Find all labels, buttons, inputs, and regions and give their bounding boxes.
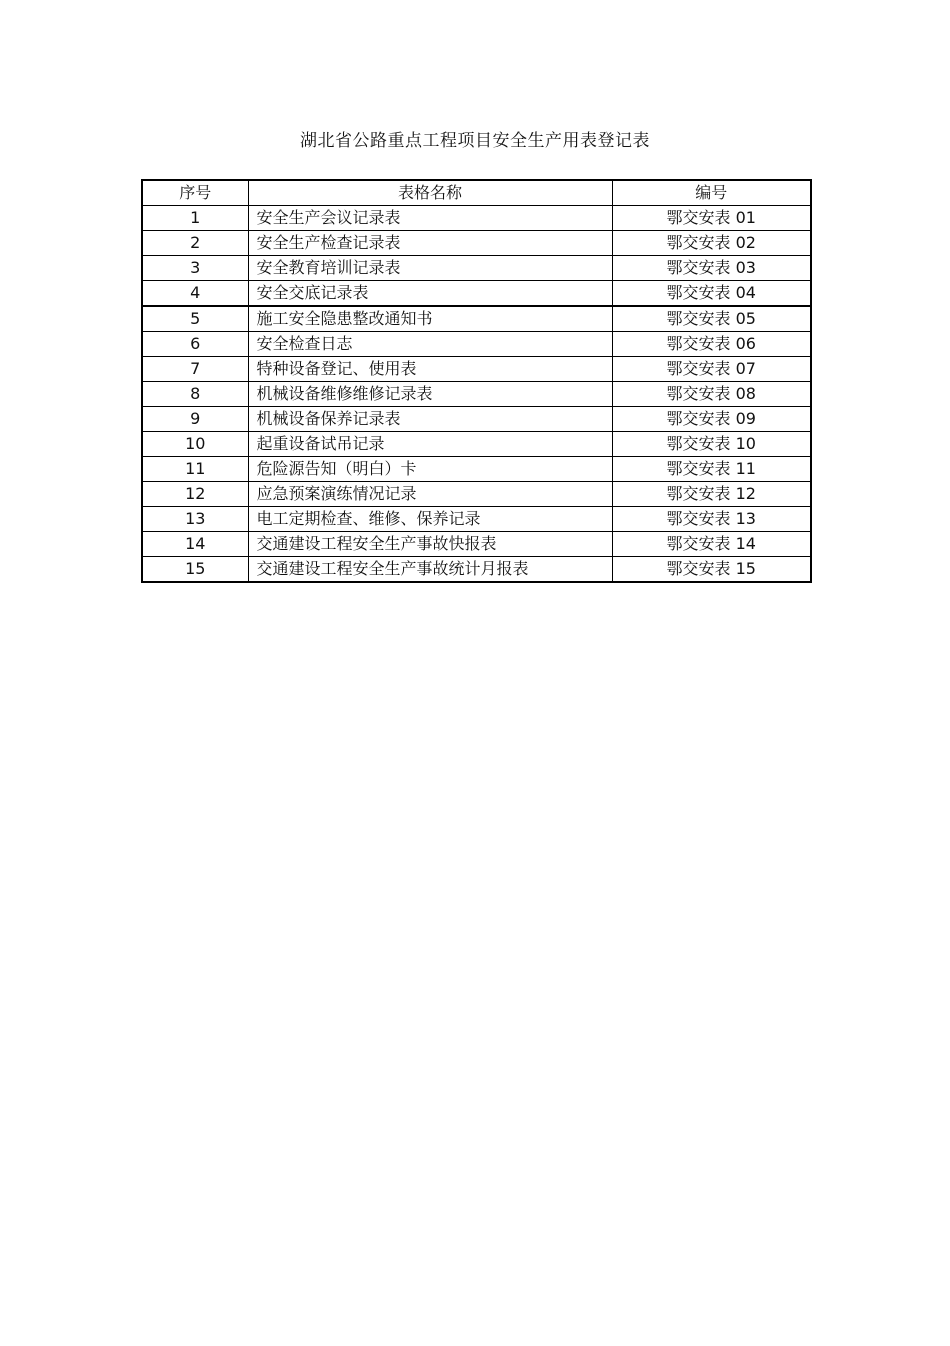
cell-form-name: 机械设备维修维修记录表 (248, 382, 612, 407)
cell-serial-number: 1 (142, 206, 248, 231)
cell-form-code: 鄂交安表 15 (612, 557, 811, 583)
cell-serial-number: 12 (142, 482, 248, 507)
table-row (142, 557, 811, 583)
table-body (142, 206, 811, 583)
cell-form-code: 鄂交安表 01 (612, 206, 811, 231)
cell-serial-number: 3 (142, 256, 248, 281)
cell-serial-number: 15 (142, 557, 248, 583)
cell-form-code: 鄂交安表 10 (612, 432, 811, 457)
table-row (142, 231, 811, 256)
cell-serial-number: 11 (142, 457, 248, 482)
cell-form-name: 交通建设工程安全生产事故快报表 (248, 532, 612, 557)
table-row (142, 482, 811, 507)
table-row (142, 407, 811, 432)
cell-form-code: 鄂交安表 07 (612, 357, 811, 382)
table-row (142, 306, 811, 332)
cell-serial-number: 5 (142, 306, 248, 332)
table-row (142, 507, 811, 532)
cell-serial-number: 8 (142, 382, 248, 407)
header-form-name: 表格名称 (248, 180, 612, 206)
table-row (142, 357, 811, 382)
cell-form-name: 起重设备试吊记录 (248, 432, 612, 457)
cell-form-code: 鄂交安表 06 (612, 332, 811, 357)
table-row (142, 332, 811, 357)
table-header-row (142, 180, 811, 206)
cell-form-code: 鄂交安表 03 (612, 256, 811, 281)
cell-serial-number: 13 (142, 507, 248, 532)
cell-serial-number: 14 (142, 532, 248, 557)
forms-register-table (141, 179, 812, 583)
cell-form-name: 安全检查日志 (248, 332, 612, 357)
table-row (142, 382, 811, 407)
cell-form-name: 应急预案演练情况记录 (248, 482, 612, 507)
cell-serial-number: 4 (142, 281, 248, 307)
cell-form-code: 鄂交安表 13 (612, 507, 811, 532)
cell-form-code: 鄂交安表 02 (612, 231, 811, 256)
cell-form-code: 鄂交安表 12 (612, 482, 811, 507)
table-row (142, 256, 811, 281)
cell-serial-number: 2 (142, 231, 248, 256)
cell-form-name: 电工定期检查、维修、保养记录 (248, 507, 612, 532)
header-serial-number: 序号 (142, 180, 248, 206)
cell-form-name: 安全生产检查记录表 (248, 231, 612, 256)
cell-form-name: 机械设备保养记录表 (248, 407, 612, 432)
cell-form-code: 鄂交安表 09 (612, 407, 811, 432)
table-row (142, 457, 811, 482)
cell-serial-number: 7 (142, 357, 248, 382)
table-row (142, 206, 811, 231)
header-form-code: 编号 (612, 180, 811, 206)
cell-form-code: 鄂交安表 14 (612, 532, 811, 557)
cell-serial-number: 10 (142, 432, 248, 457)
cell-form-code: 鄂交安表 04 (612, 281, 811, 307)
cell-form-name: 安全交底记录表 (248, 281, 612, 307)
cell-form-code: 鄂交安表 05 (612, 306, 811, 332)
cell-form-name: 施工安全隐患整改通知书 (248, 306, 612, 332)
cell-form-name: 危险源告知（明白）卡 (248, 457, 612, 482)
cell-form-name: 交通建设工程安全生产事故统计月报表 (248, 557, 612, 583)
cell-serial-number: 9 (142, 407, 248, 432)
cell-form-code: 鄂交安表 08 (612, 382, 811, 407)
cell-form-name: 特种设备登记、使用表 (248, 357, 612, 382)
cell-form-name: 安全教育培训记录表 (248, 256, 612, 281)
table-row (142, 432, 811, 457)
table-row (142, 532, 811, 557)
cell-serial-number: 6 (142, 332, 248, 357)
cell-form-name: 安全生产会议记录表 (248, 206, 612, 231)
document-title: 湖北省公路重点工程项目安全生产用表登记表 (300, 131, 650, 151)
cell-form-code: 鄂交安表 11 (612, 457, 811, 482)
table-row (142, 281, 811, 307)
